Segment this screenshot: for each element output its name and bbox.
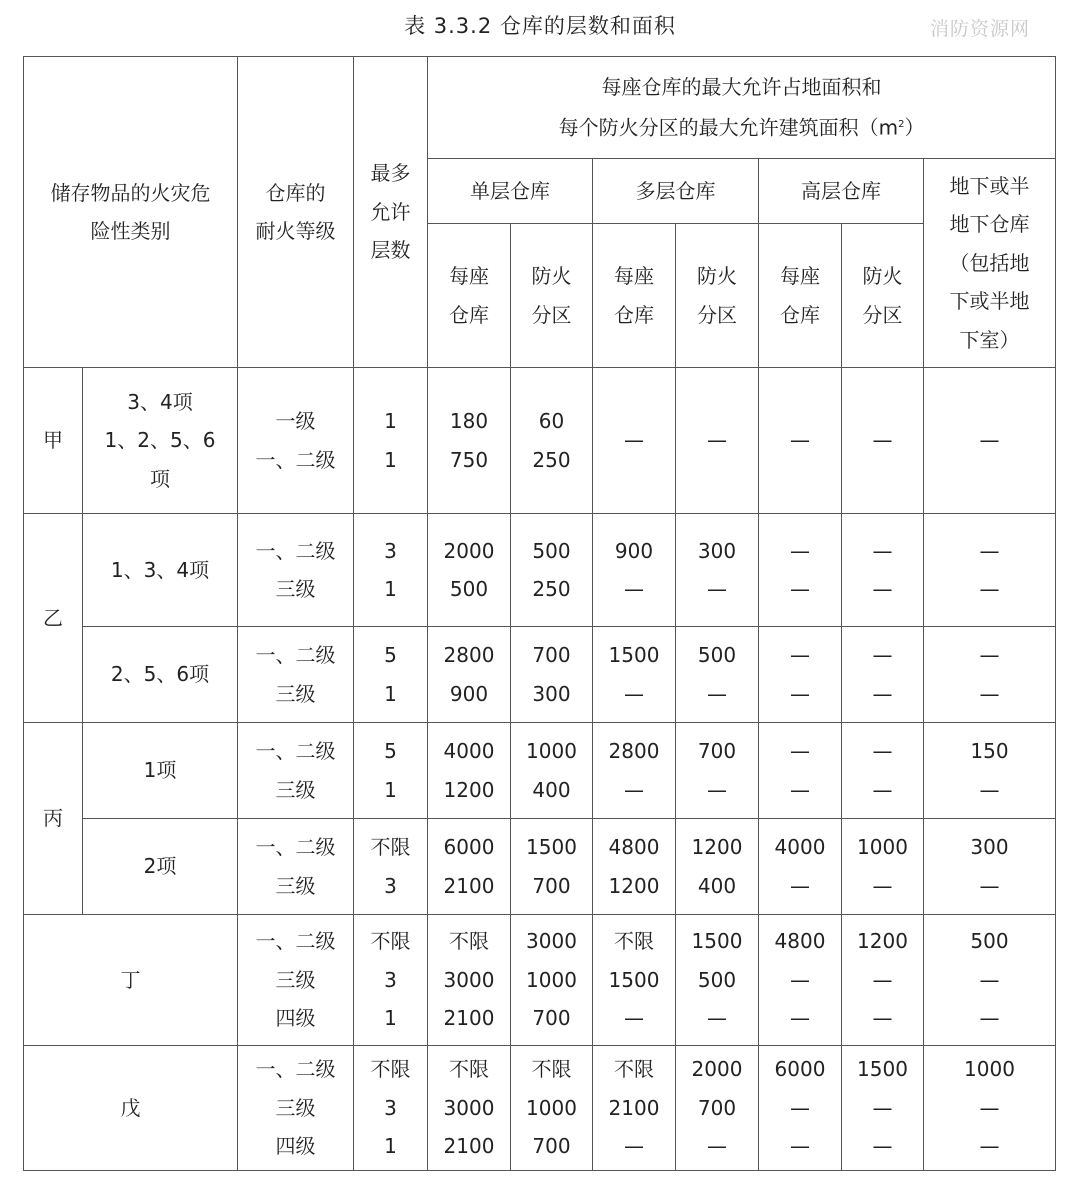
table-row — [24, 627, 1056, 723]
value-cell: 一、二级 三级 — [238, 723, 354, 819]
item-cell: 2项 — [83, 819, 238, 915]
value-cell: 700 300 — [511, 627, 593, 723]
header-underground: 地下或半 地下仓库 （包括地 下或半地 下室） — [924, 159, 1056, 368]
value-cell: 5 1 — [354, 723, 428, 819]
value-cell: — — — [759, 627, 842, 723]
header-multi-per-warehouse: 每座 仓库 — [593, 224, 676, 368]
value-cell: 1000 400 — [511, 723, 593, 819]
value-cell: 5 1 — [354, 627, 428, 723]
value-cell: 不限 3000 2100 — [428, 1046, 511, 1171]
value-cell: 3 1 — [354, 514, 428, 627]
header-high-per-zone: 防火 分区 — [842, 224, 924, 368]
value-cell: — — [676, 368, 759, 514]
table-row — [24, 915, 1056, 1046]
item-cell: 1项 — [83, 723, 238, 819]
value-cell: 60 250 — [511, 368, 593, 514]
value-cell: 4000 — — [759, 819, 842, 915]
table-row — [24, 368, 1056, 514]
value-cell: 1 1 — [354, 368, 428, 514]
value-cell: 2000 500 — [428, 514, 511, 627]
value-cell: 500 — — [676, 627, 759, 723]
value-cell: 1000 — — [842, 819, 924, 915]
table-row — [24, 819, 1056, 915]
value-cell: — — [924, 368, 1056, 514]
value-cell: — — — [759, 723, 842, 819]
value-cell: — — — [924, 627, 1056, 723]
table-title: 表 3.3.2 仓库的层数和面积 — [404, 14, 676, 38]
warehouse-area-table — [23, 56, 1056, 1171]
value-cell: 一、二级 三级 四级 — [238, 1046, 354, 1171]
value-cell: 150 — — [924, 723, 1056, 819]
header-floors: 最多 允许 层数 — [354, 57, 428, 368]
header-grade: 仓库的 耐火等级 — [238, 57, 354, 368]
value-cell: 500 250 — [511, 514, 593, 627]
value-cell: 1500 700 — [511, 819, 593, 915]
value-cell: 不限 3 1 — [354, 1046, 428, 1171]
value-cell: 6000 — — — [759, 1046, 842, 1171]
value-cell: 4000 1200 — [428, 723, 511, 819]
value-cell: 不限 3000 2100 — [428, 915, 511, 1046]
value-cell: 1200 400 — [676, 819, 759, 915]
area-title-line1: 每座仓库的最大允许占地面积和 — [601, 74, 882, 99]
area-title-line2: 每个防火分区的最大允许建筑面积（m — [558, 115, 899, 140]
header-high: 高层仓库 — [759, 159, 924, 224]
value-cell: 1500 — — [593, 627, 676, 723]
area-unit-sup: 2 — [898, 119, 905, 131]
value-cell: — — — [842, 514, 924, 627]
value-cell: 500 — — — [924, 915, 1056, 1046]
value-cell: 不限 1000 700 — [511, 1046, 593, 1171]
value-cell: — — — [842, 627, 924, 723]
value-cell: 4800 — — — [759, 915, 842, 1046]
value-cell: 300 — — [924, 819, 1056, 915]
value-cell: 不限 2100 — — [593, 1046, 676, 1171]
header-single-per-zone: 防火 分区 — [511, 224, 593, 368]
item-cell: 3、4项 1、2、5、6 项 — [83, 368, 238, 514]
value-cell: 一、二级 三级 — [238, 819, 354, 915]
value-cell: — — [759, 368, 842, 514]
category-cell: 丙 — [24, 723, 83, 915]
header-single: 单层仓库 — [428, 159, 593, 224]
value-cell: 300 — — [676, 514, 759, 627]
value-cell: 4800 1200 — [593, 819, 676, 915]
value-cell: 一、二级 三级 — [238, 514, 354, 627]
header-category: 储存物品的火灾危 险性类别 — [24, 57, 238, 368]
value-cell: 1000 — — — [924, 1046, 1056, 1171]
watermark: 消防资源网 — [930, 18, 1031, 40]
table-row — [24, 1046, 1056, 1171]
value-cell: 不限 3 — [354, 819, 428, 915]
area-title-close: ） — [904, 115, 925, 140]
value-cell: 1200 — — — [842, 915, 924, 1046]
item-cell: 2、5、6项 — [83, 627, 238, 723]
category-cell: 甲 — [24, 368, 83, 514]
header-area-title — [428, 57, 1056, 159]
value-cell: — — — [759, 514, 842, 627]
item-cell: 1、3、4项 — [83, 514, 238, 627]
category-cell: 戊 — [24, 1046, 238, 1171]
value-cell: 3000 1000 700 — [511, 915, 593, 1046]
value-cell: 2000 700 — — [676, 1046, 759, 1171]
value-cell: 不限 3 1 — [354, 915, 428, 1046]
value-cell: — — [842, 368, 924, 514]
value-cell: 180 750 — [428, 368, 511, 514]
value-cell: 6000 2100 — [428, 819, 511, 915]
value-cell: — — [593, 368, 676, 514]
value-cell: 900 — — [593, 514, 676, 627]
value-cell: 2800 — — [593, 723, 676, 819]
table-row — [24, 723, 1056, 819]
value-cell: — — — [924, 514, 1056, 627]
category-cell: 丁 — [24, 915, 238, 1046]
value-cell: 不限 1500 — — [593, 915, 676, 1046]
header-multi: 多层仓库 — [593, 159, 759, 224]
value-cell: 一、二级 三级 四级 — [238, 915, 354, 1046]
value-cell: — — — [842, 723, 924, 819]
value-cell: 一、二级 三级 — [238, 627, 354, 723]
category-cell: 乙 — [24, 514, 83, 723]
value-cell: 1500 — — — [842, 1046, 924, 1171]
header-high-per-warehouse: 每座 仓库 — [759, 224, 842, 368]
header-multi-per-zone: 防火 分区 — [676, 224, 759, 368]
value-cell: 1500 500 — — [676, 915, 759, 1046]
value-cell: 2800 900 — [428, 627, 511, 723]
value-cell: 700 — — [676, 723, 759, 819]
value-cell: 一级 一、二级 — [238, 368, 354, 514]
header-single-per-warehouse: 每座 仓库 — [428, 224, 511, 368]
table-row — [24, 514, 1056, 627]
